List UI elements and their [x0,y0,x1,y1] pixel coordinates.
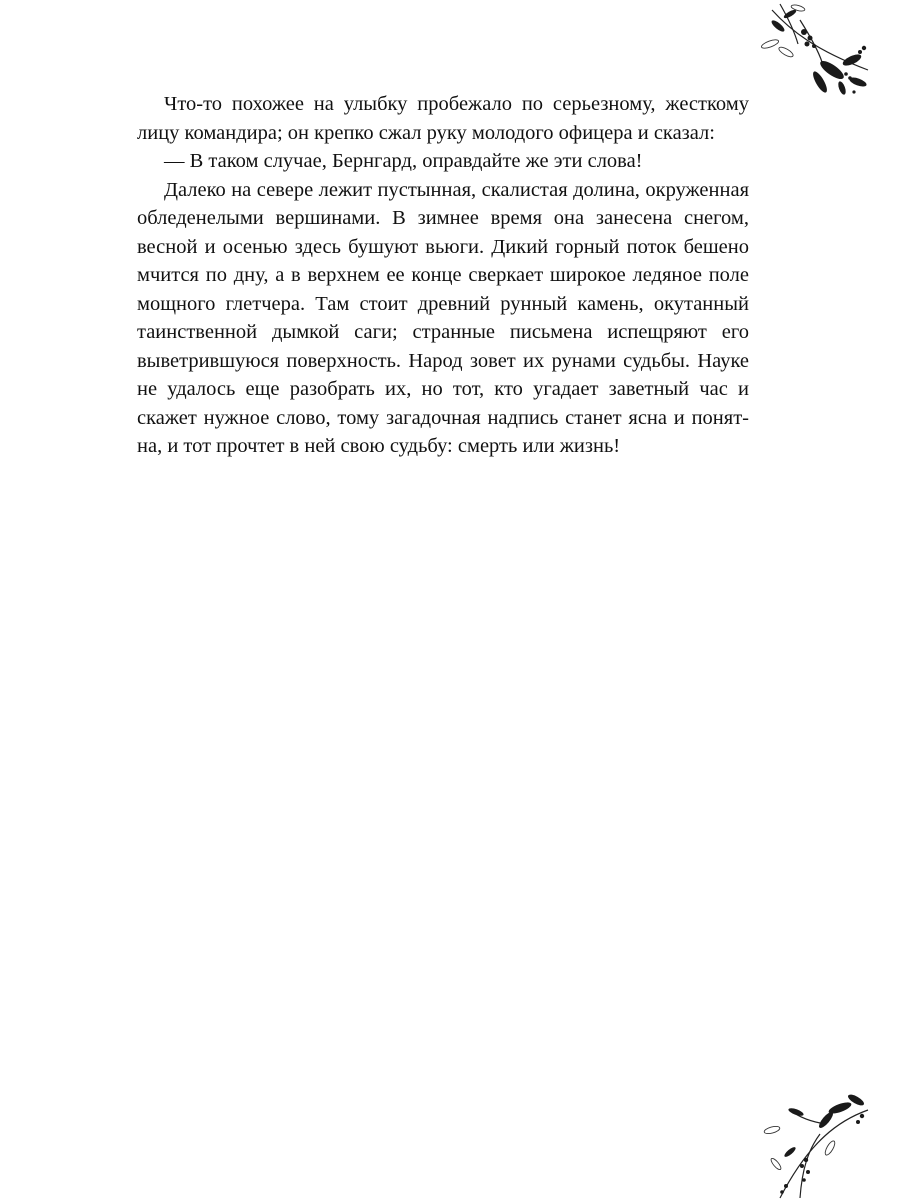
floral-branch-icon [760,0,870,100]
paragraph-3: Далеко на севере лежит пустынная, скалистая долина, окруженная обледенелыми вершинами. В зимнее время она занесена снегом, весной и осенью здесь бушуют вьюги. Дикий горный поток бешено мчится по дну, а в верхнем ее конце сверкает широкое ледяное поле мощного глетчера. Там стоит древний рунный камень, окутанный таинственной дымкой саги; странные письмена испещряют его выветрившуюся поверхность. Народ зовет их рунами судьбы. Науке не удалось еще разобрать их, но тот, кто угадает заветный час и скажет нужное слово, тому загадочная надпись станет ясна и понятна, и тот прочтет в ней свою судьбу: смерть или жизнь! [137,178,749,457]
body-text [137,90,749,461]
paragraph-2-dialogue: — В таком случае, Бернгард, оправдайте же эти слова! [164,150,643,172]
floral-branch-icon [760,1090,870,1200]
paragraph-1: Что-то похожее на улыбку пробежало по серьезному, жесткому лицу командира; он крепко сжал руку молодого офицера и сказал: [137,93,749,144]
